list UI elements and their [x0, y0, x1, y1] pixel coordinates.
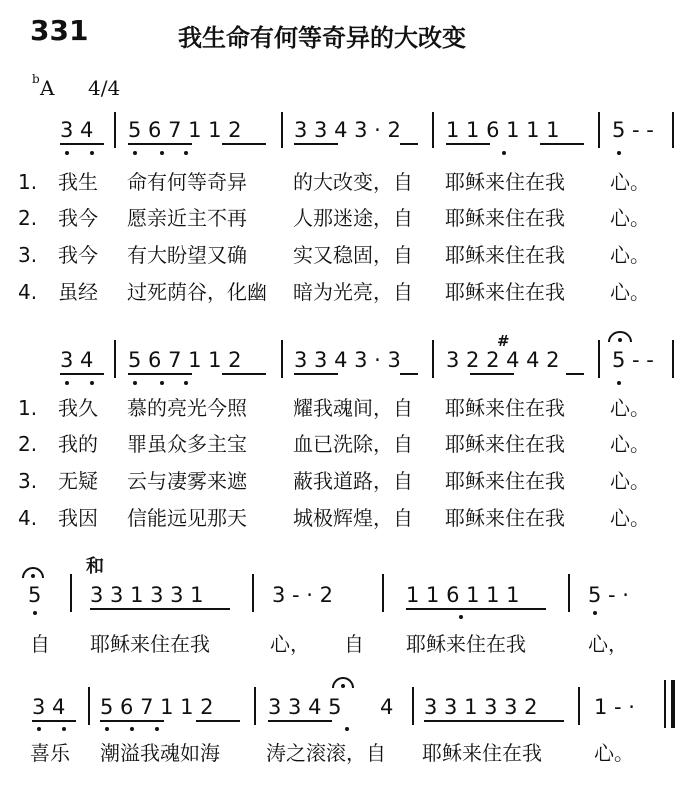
measure-2: 3 - · 2 [272, 583, 334, 607]
measure-4: 5 - - [612, 118, 654, 142]
verse-number: 2. [18, 206, 38, 230]
harmony-label: 和 [86, 556, 104, 577]
lyric: 耶稣来住在我 [422, 741, 542, 765]
barline [114, 112, 116, 148]
barline [598, 112, 600, 148]
measure-3: 3 3 1 3 3 2 [424, 695, 538, 719]
lyric: 城极辉煌，自 [293, 506, 413, 530]
lyric: 过死荫谷，化幽 [127, 280, 267, 304]
low-octave-dot [160, 151, 164, 155]
barline [281, 112, 283, 148]
lyric: 耶稣来住在我 [90, 632, 210, 656]
low-octave-dot [155, 727, 159, 731]
measure-pickup: 5 [28, 583, 42, 607]
low-octave-dot [459, 615, 463, 619]
lyric: 心。 [610, 243, 650, 267]
eighth-beam [566, 373, 584, 375]
eighth-beam [470, 373, 514, 375]
lyric: 血已洗除，自 [293, 432, 413, 456]
lyric: 心。 [610, 506, 650, 530]
lyric: 命有何等奇异 [127, 170, 247, 194]
low-octave-dot [65, 151, 69, 155]
lyric: 心。 [610, 170, 650, 194]
lyric: 愿亲近主不再 [127, 206, 247, 230]
low-octave-dot [593, 611, 597, 615]
barline [568, 574, 570, 612]
lyric: 心。 [610, 280, 650, 304]
lyric: 我久 [58, 396, 98, 420]
key-flat-sign: b [32, 72, 40, 86]
lyric: 虽经 [58, 280, 98, 304]
measure-2-end: 4 [380, 695, 394, 719]
measure-1: 5 6 7 1 1 2 [100, 695, 214, 719]
barline [412, 687, 414, 725]
measure-1: 3 3 1 3 3 1 [90, 583, 204, 607]
low-octave-dot [90, 381, 94, 385]
low-octave-dot [617, 381, 621, 385]
fermata-icon [330, 676, 356, 690]
barline [672, 112, 674, 148]
lyric: 耶稣来住在我 [445, 243, 565, 267]
barline [254, 687, 256, 725]
low-octave-dot [130, 727, 134, 731]
lyric: 耶稣来住在我 [445, 206, 565, 230]
measure-3: 1 1 6 1 1 1 [406, 583, 520, 607]
measure-pickup: 3 4 [60, 118, 94, 142]
low-octave-dot [617, 151, 621, 155]
low-octave-dot [133, 381, 137, 385]
measure-3: 3 2 2 4 4 2 [446, 348, 560, 372]
lyric: 耶稣来住在我 [445, 432, 565, 456]
lyric: 耶稣来住在我 [445, 280, 565, 304]
lyric: 慕的亮光今照 [127, 396, 247, 420]
low-octave-dot [37, 727, 41, 731]
lyric: 我今 [58, 243, 98, 267]
lyric: 心。 [610, 432, 650, 456]
barline [114, 340, 116, 378]
barline [432, 340, 434, 378]
lyric: 心， [588, 632, 628, 656]
eighth-beam [294, 143, 338, 145]
measure-2: 3 3 4 3 · 3 [294, 348, 401, 372]
low-octave-dot [133, 151, 137, 155]
measure-3: 1 1 6 1 1 1 [446, 118, 560, 142]
lyric: 实又稳固，自 [293, 243, 413, 267]
lyric: 喜乐 [30, 741, 70, 765]
lyric: 心， [270, 632, 310, 656]
low-octave-dot [33, 611, 37, 615]
lyric: 人那迷途，自 [293, 206, 413, 230]
lyric: 的大改变，自 [293, 170, 413, 194]
low-octave-dot [345, 727, 349, 731]
verse-number: 2. [18, 432, 38, 456]
barline [672, 340, 674, 378]
eighth-beam [128, 143, 192, 145]
eighth-beam [268, 720, 332, 722]
measure-4: 5 - - [612, 348, 654, 372]
lyric: 耶稣来住在我 [445, 469, 565, 493]
barline [88, 687, 90, 725]
low-octave-dot [90, 151, 94, 155]
measure-1: 5 6 7 1 1 2 [128, 348, 242, 372]
hymn-number: 331 [30, 14, 89, 47]
lyric: 心。 [610, 396, 650, 420]
fermata-icon [606, 330, 634, 344]
lyric: 我今 [58, 206, 98, 230]
eighth-beam [32, 720, 76, 722]
verse-number: 4. [18, 506, 38, 530]
measure-4: 1 - · [594, 695, 635, 719]
lyric: 我的 [58, 432, 98, 456]
lyric: 暗为光亮，自 [293, 280, 413, 304]
low-octave-dot [184, 151, 188, 155]
eighth-beam [60, 143, 104, 145]
low-octave-dot [160, 381, 164, 385]
lyric: 无疑 [58, 469, 98, 493]
measure-2: 3 3 4 5 [268, 695, 342, 719]
eighth-beam [128, 373, 192, 375]
eighth-beam [222, 143, 266, 145]
barline [252, 574, 254, 612]
lyric: 耶稣来住在我 [445, 170, 565, 194]
lyric: 耶稣来住在我 [445, 396, 565, 420]
lyric: 蔽我道路，自 [293, 469, 413, 493]
barline [382, 574, 384, 612]
eighth-beam [446, 143, 490, 145]
eighth-beam [540, 143, 584, 145]
eighth-beam [406, 608, 546, 610]
eighth-beam [424, 720, 564, 722]
verse-number: 1. [18, 170, 38, 194]
lyric: 自 [30, 632, 50, 656]
final-barline-thick [671, 680, 675, 728]
barline [281, 340, 283, 378]
lyric: 云与凄雾来遮 [127, 469, 247, 493]
measure-2: 3 3 4 3 · 2 [294, 118, 401, 142]
eighth-beam [294, 373, 338, 375]
eighth-beam [400, 143, 418, 145]
verse-number: 4. [18, 280, 38, 304]
barline [598, 340, 600, 378]
lyric: 潮溢我魂如海 [100, 741, 220, 765]
barline [432, 112, 434, 148]
lyric: 心。 [610, 206, 650, 230]
barline [70, 574, 72, 612]
low-octave-dot [502, 151, 506, 155]
lyric: 我因 [58, 506, 98, 530]
time-signature: 4/4 [88, 76, 121, 100]
eighth-beam [90, 608, 230, 610]
lyric: 耶稣来住在我 [406, 632, 526, 656]
lyric: 自 [344, 632, 364, 656]
key-signature: A [40, 76, 55, 100]
measure-1: 5 6 7 1 1 2 [128, 118, 242, 142]
low-octave-dot [184, 381, 188, 385]
measure-4: 5 - · [588, 583, 629, 607]
lyric: 耶稣来住在我 [445, 506, 565, 530]
lyric: 涛之滚滚，自 [266, 741, 386, 765]
low-octave-dot [105, 727, 109, 731]
verse-number: 3. [18, 243, 38, 267]
measure-pickup: 3 4 [32, 695, 66, 719]
verse-number: 1. [18, 396, 38, 420]
eighth-beam [400, 373, 418, 375]
lyric: 罪虽众多主宝 [127, 432, 247, 456]
lyric: 心。 [610, 469, 650, 493]
hymn-title: 我生命有何等奇异的大改变 [178, 24, 466, 52]
lyric: 有大盼望又确 [127, 243, 247, 267]
eighth-beam [100, 720, 164, 722]
lyric: 心。 [594, 741, 634, 765]
lyric: 信能远见那天 [127, 506, 247, 530]
lyric: 耀我魂间，自 [293, 396, 413, 420]
fermata-icon [20, 566, 46, 580]
low-octave-dot [62, 727, 66, 731]
eighth-beam [222, 373, 266, 375]
verse-number: 3. [18, 469, 38, 493]
barline [578, 687, 580, 725]
eighth-beam [196, 720, 240, 722]
low-octave-dot [65, 381, 69, 385]
lyric: 我生 [58, 170, 98, 194]
measure-pickup: 3 4 [60, 348, 94, 372]
final-barline-thin [664, 680, 666, 728]
sharp-sign: # [497, 332, 510, 350]
eighth-beam [60, 373, 104, 375]
